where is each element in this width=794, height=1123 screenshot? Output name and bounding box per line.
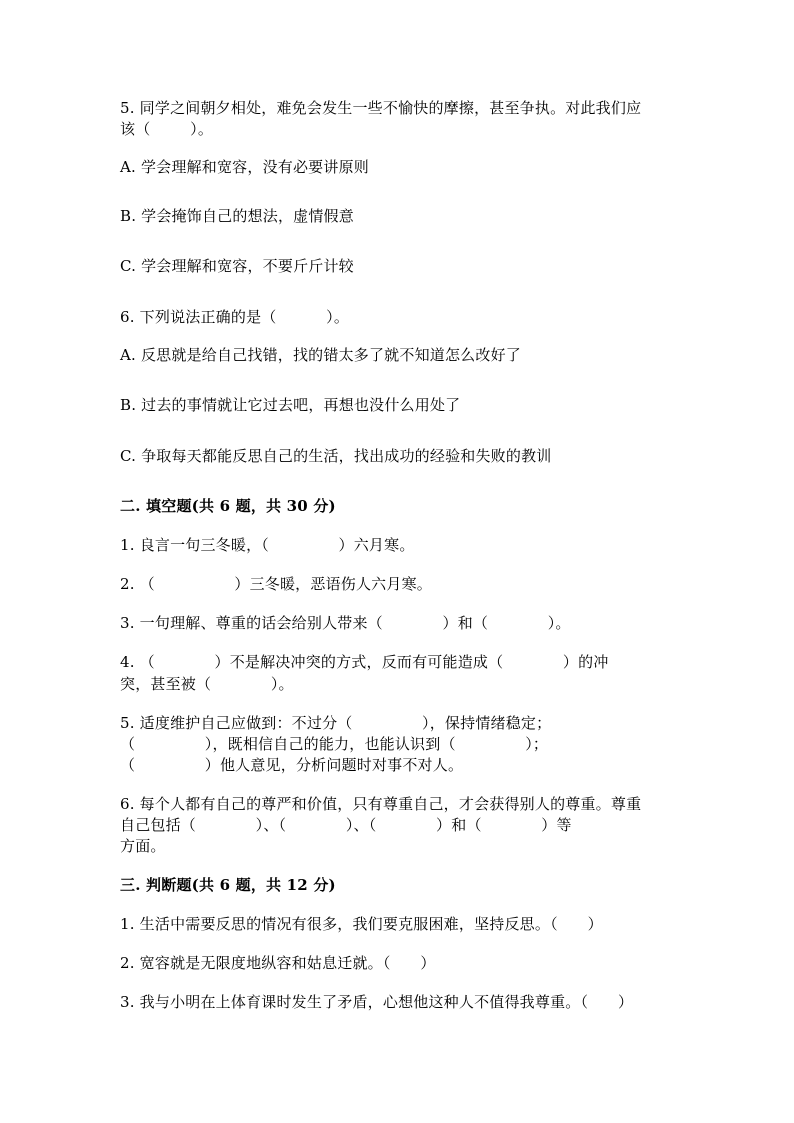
question-6-option-c: C. 争取每天都能反思自己的生活，找出成功的经验和失败的教训	[120, 447, 552, 465]
fill-question-4-line-2: 突，甚至被（ ）。	[120, 675, 294, 693]
fill-question-3: 3. 一句理解、尊重的话会给别人带来（ ）和（ ）。	[120, 614, 571, 632]
fill-question-4-line-1: 4. （ ）不是解决冲突的方式，反而有可能造成（ ）的冲	[120, 653, 609, 671]
fill-section-title: 二. 填空题(共 6 题，共 30 分)	[120, 497, 336, 515]
question-6-option-b: B. 过去的事情就让它过去吧，再想也没什么用处了	[120, 396, 461, 414]
fill-question-5-line-2: （ ），既相信自己的能力，也能认识到（ ）；	[120, 735, 549, 753]
fill-question-6-line-1: 6. 每个人都有自己的尊严和价值，只有尊重自己，才会获得别人的尊重。尊重	[120, 795, 642, 813]
fill-question-2: 2. （ ）三冬暖，恶语伤人六月寒。	[120, 575, 432, 593]
question-6-option-a: A. 反思就是给自己找错，找的错太多了就不知道怎么改好了	[120, 346, 521, 364]
judge-question-1: 1. 生活中需要反思的情况有很多，我们要克服困难，坚持反思。（ ）	[120, 915, 603, 933]
judge-question-2: 2. 宽容就是无限度地纵容和姑息迁就。（ ）	[120, 954, 436, 972]
question-6-stem: 6. 下列说法正确的是（ ）。	[120, 308, 350, 326]
fill-question-6-line-3: 方面。	[120, 837, 166, 855]
judge-section-title: 三. 判断题(共 6 题，共 12 分)	[120, 876, 336, 894]
judge-question-3: 3. 我与小明在上体育课时发生了矛盾，心想他这种人不值得我尊重。（ ）	[120, 993, 634, 1011]
question-5-stem-line-1: 5. 同学之间朝夕相处，难免会发生一些不愉快的摩擦，甚至争执。对此我们应	[120, 99, 642, 117]
fill-question-6-line-2: 自己包括（ ）、（ ）、（ ）和（ ）等	[120, 816, 572, 834]
question-5-option-c: C. 学会理解和宽容，不要斤斤计较	[120, 257, 354, 275]
fill-question-1: 1. 良言一句三冬暖，（ ）六月寒。	[120, 536, 415, 554]
fill-question-5-line-1: 5. 适度维护自己应做到：不过分（ ），保持情绪稳定；	[120, 714, 552, 732]
question-5-option-b: B. 学会掩饰自己的想法，虚情假意	[120, 207, 354, 225]
question-5-option-a: A. 学会理解和宽容，没有必要讲原则	[120, 158, 369, 176]
question-5-stem-line-2: 该（ ）。	[120, 120, 214, 138]
fill-question-5-line-3: （ ）他人意见，分析问题时对事不对人。	[120, 756, 464, 774]
